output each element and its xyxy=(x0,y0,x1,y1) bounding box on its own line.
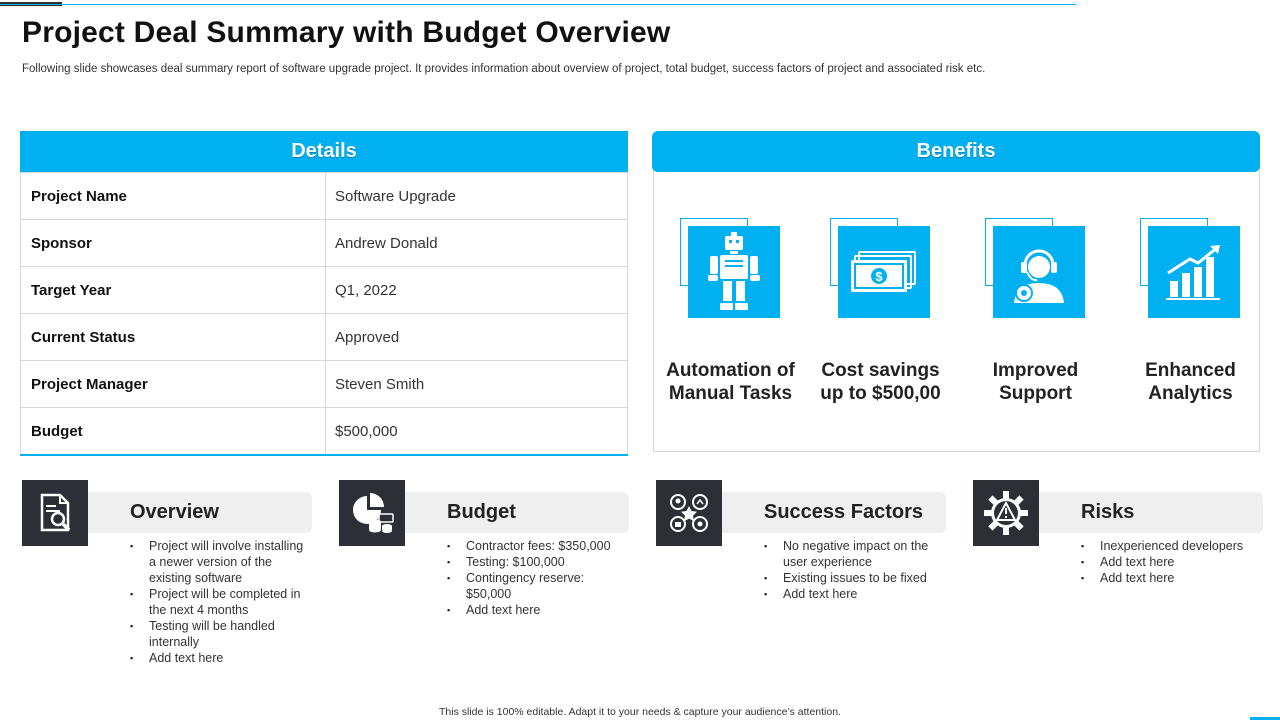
details-value: Andrew Donald xyxy=(326,220,628,267)
benefit-enhanced-analytics xyxy=(1113,219,1268,405)
benefit-label-line2: Manual Tasks xyxy=(668,383,793,404)
footer-note: This slide is 100% editable. Adapt it to your needs & capture your audience’s attention. xyxy=(439,706,841,718)
benefit-improved-support xyxy=(958,219,1113,405)
table-row xyxy=(21,361,628,408)
section-success-factors xyxy=(656,480,946,680)
details-table xyxy=(20,172,628,456)
section-title: Risks xyxy=(1081,501,1135,523)
section-title: Success Factors xyxy=(764,501,923,523)
section-list xyxy=(130,538,306,666)
benefit-label-line1: Improved xyxy=(992,360,1079,381)
section-title: Overview xyxy=(130,501,219,523)
list-item: ▪ Add text here xyxy=(764,586,940,602)
list-item: ▪ Project will be completed in the next 4 months xyxy=(130,586,306,618)
benefit-label-line1: Cost savings xyxy=(821,360,940,381)
benefit-cost-savings xyxy=(803,219,958,405)
table-row xyxy=(21,220,628,267)
details-label: Project Manager xyxy=(21,361,326,408)
list-item: ▪ Testing: $100,000 xyxy=(447,554,623,570)
details-label: Sponsor xyxy=(21,220,326,267)
list-item: ▪ Add text here xyxy=(1081,554,1257,570)
details-label: Project Name xyxy=(21,173,326,220)
list-item: ▪ No negative impact on the user experience xyxy=(764,538,940,570)
benefits-panel xyxy=(652,131,1260,452)
list-item: ▪ Add text here xyxy=(447,602,623,618)
warning-gear-icon xyxy=(973,480,1039,546)
details-value: Q1, 2022 xyxy=(326,267,628,314)
section-overview xyxy=(22,480,312,680)
growth-chart-icon xyxy=(1148,226,1240,318)
money-icon xyxy=(838,226,930,318)
robot-icon xyxy=(688,226,780,318)
document-search-icon xyxy=(22,480,88,546)
details-label: Budget xyxy=(21,408,326,456)
details-panel xyxy=(20,131,628,452)
section-budget xyxy=(339,480,629,680)
benefit-label-line1: Enhanced xyxy=(1145,360,1236,381)
benefit-label-line2: Analytics xyxy=(1148,383,1233,404)
benefit-automation xyxy=(653,219,808,405)
section-list xyxy=(1081,538,1257,586)
page-subtitle: Following slide showcases deal summary report of software upgrade project. It provides information about overview of project, total budget, success factors of project and associated risk etc. xyxy=(22,63,986,75)
benefits-heading: Benefits xyxy=(652,131,1260,172)
table-row xyxy=(21,408,628,456)
table-row xyxy=(21,314,628,361)
benefit-label-line2: Support xyxy=(999,383,1072,404)
details-value: Software Upgrade xyxy=(326,173,628,220)
list-item: ▪ Project will involve installing a newer version of the existing software xyxy=(130,538,306,586)
list-item: ▪ Contractor fees: $350,000 xyxy=(447,538,623,554)
svg-text:$: $ xyxy=(874,269,883,284)
details-value: Steven Smith xyxy=(326,361,628,408)
section-title: Budget xyxy=(447,501,516,523)
section-list xyxy=(764,538,940,602)
list-item: ▪ Testing will be handled internally xyxy=(130,618,306,650)
budget-coins-icon xyxy=(339,480,405,546)
support-agent-icon xyxy=(993,226,1085,318)
top-accent-line xyxy=(0,4,1076,5)
table-row xyxy=(21,173,628,220)
list-item: ▪ Add text here xyxy=(1081,570,1257,586)
benefit-label-line1: Automation of xyxy=(666,360,795,381)
benefit-label-line2: up to $500,00 xyxy=(820,383,941,404)
details-value: Approved xyxy=(326,314,628,361)
details-label: Current Status xyxy=(21,314,326,361)
success-network-icon xyxy=(656,480,722,546)
list-item: ▪ Add text here xyxy=(130,650,306,666)
page-title: Project Deal Summary with Budget Overview xyxy=(22,16,671,49)
list-item: ▪ Contingency reserve: $50,000 xyxy=(447,570,623,602)
details-label: Target Year xyxy=(21,267,326,314)
details-value: $500,000 xyxy=(326,408,628,456)
section-risks xyxy=(973,480,1263,680)
details-heading: Details xyxy=(20,131,628,172)
list-item: ▪ Existing issues to be fixed xyxy=(764,570,940,586)
section-list xyxy=(447,538,623,618)
list-item: ▪ Inexperienced developers xyxy=(1081,538,1257,554)
table-row xyxy=(21,267,628,314)
